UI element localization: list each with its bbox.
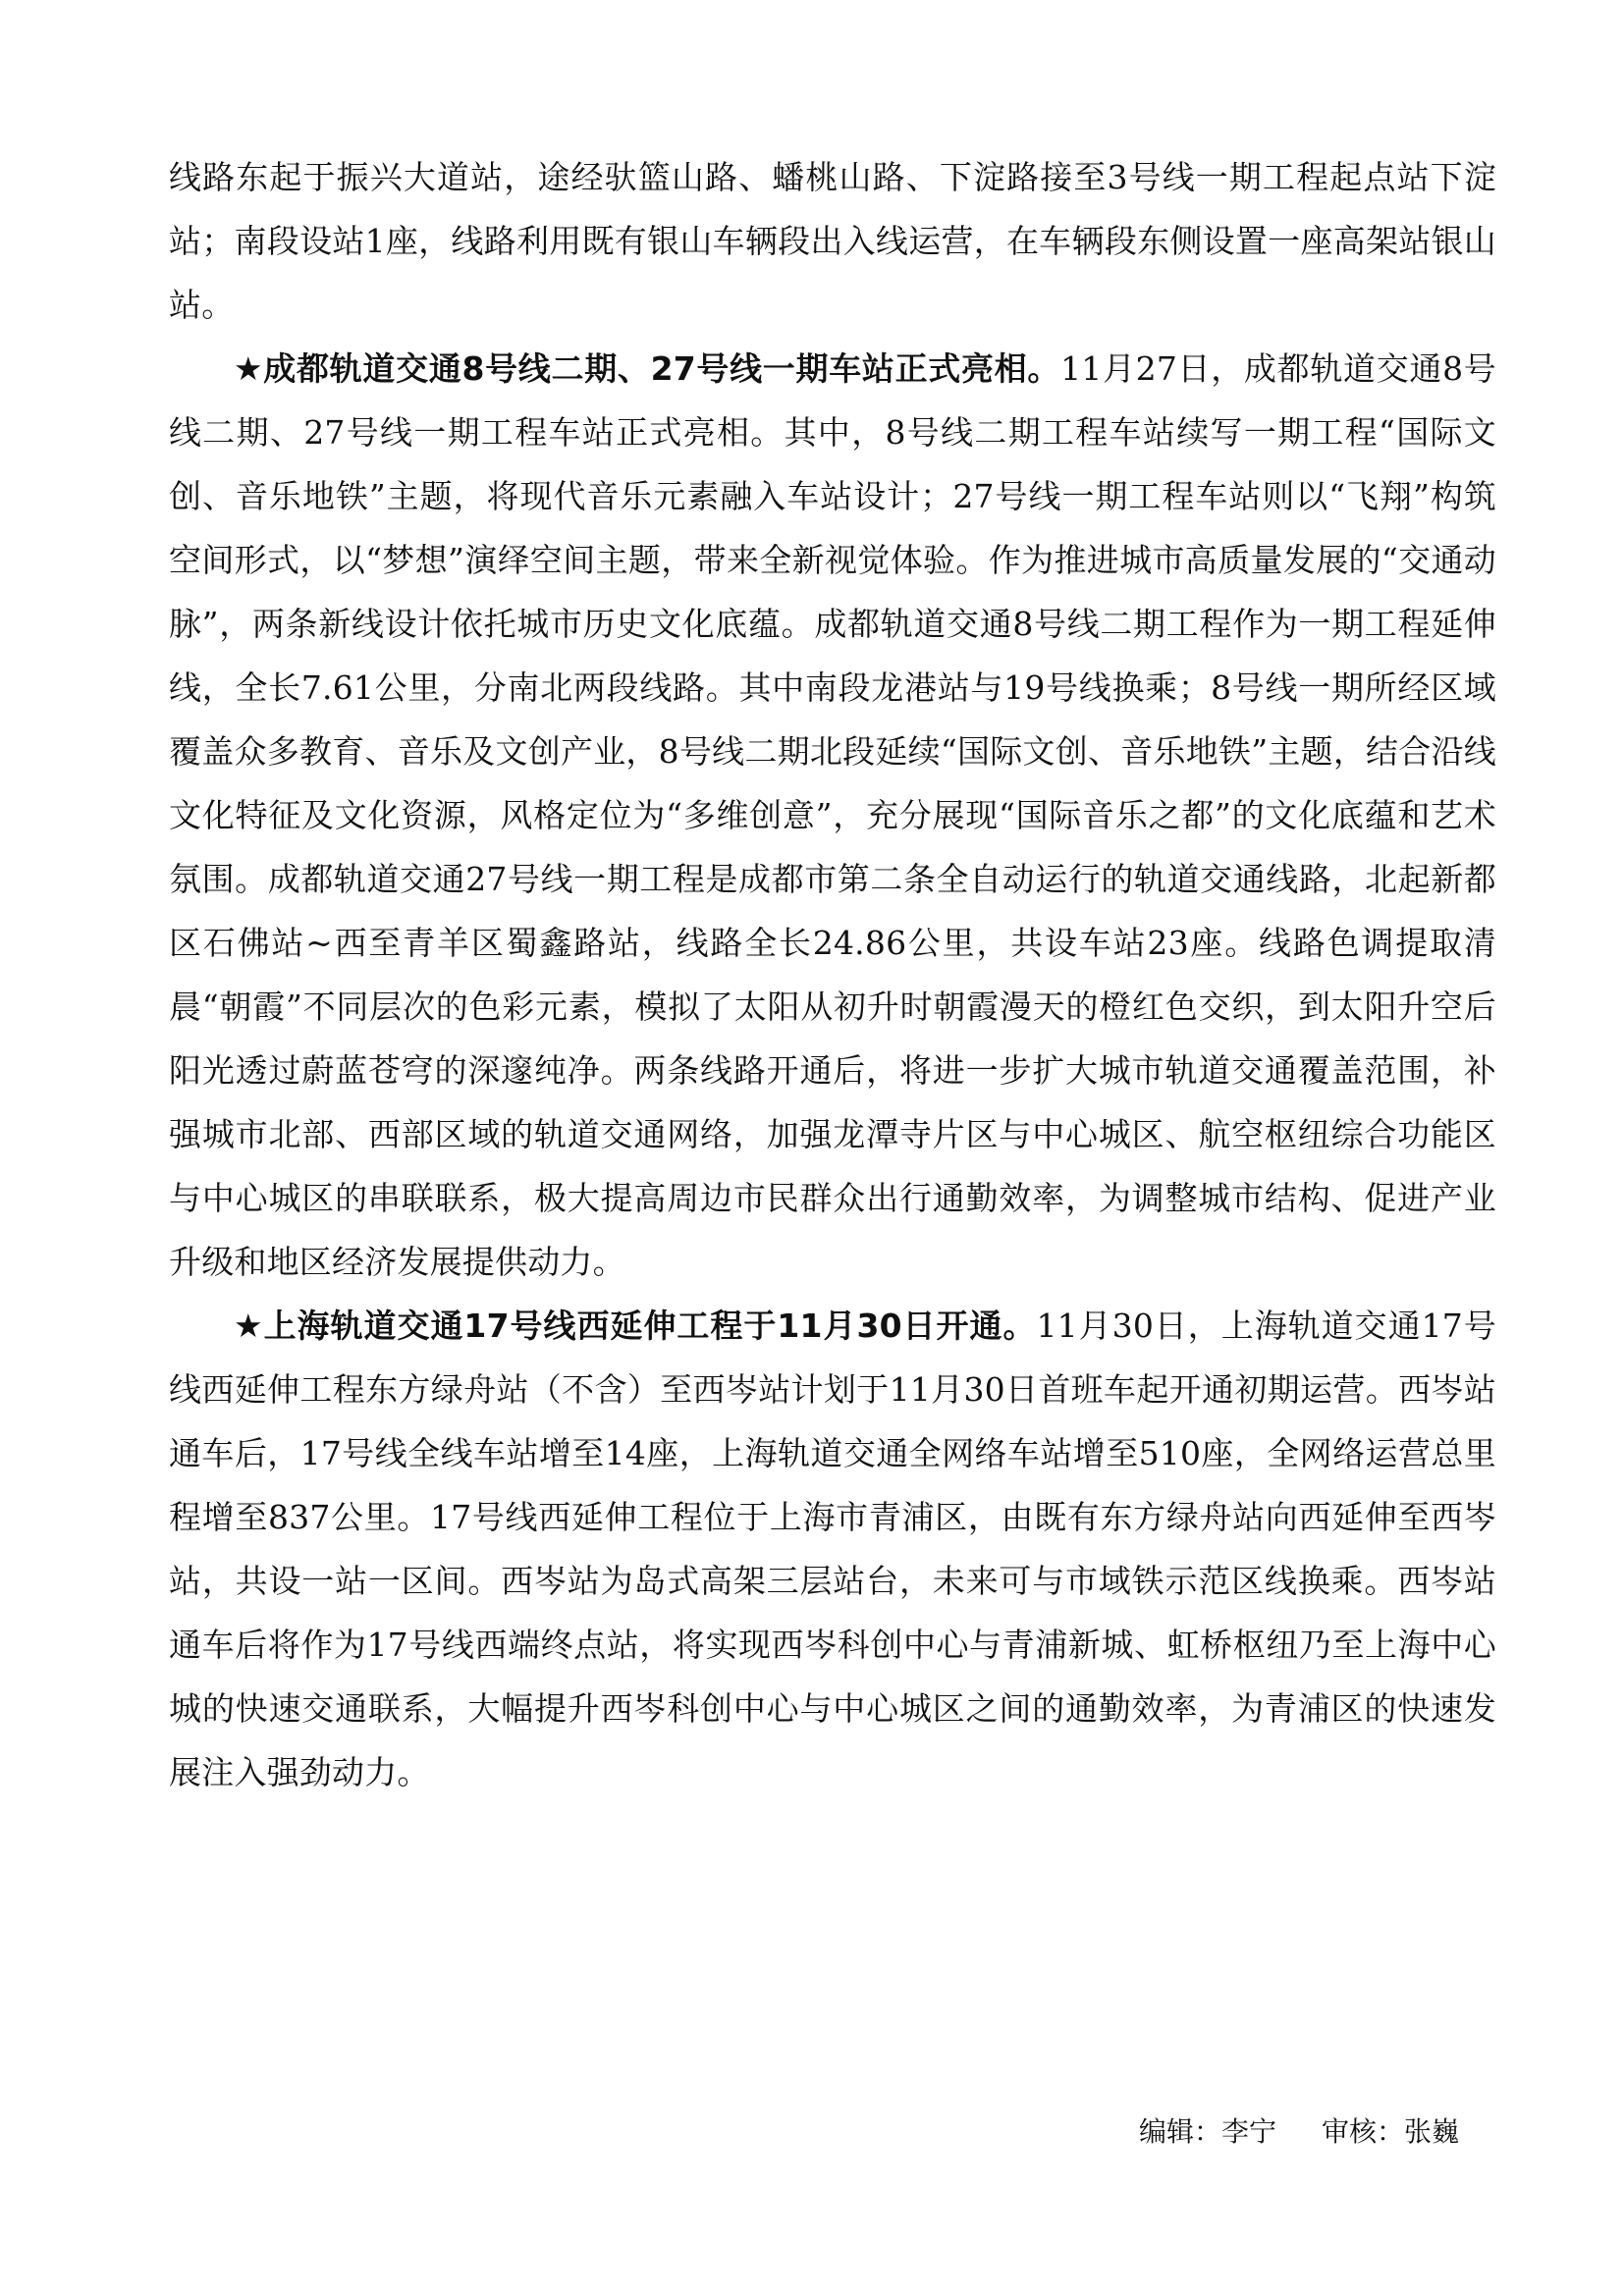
news-item-chengdu — [169, 337, 1496, 1294]
editor-label: 编辑： — [1139, 2115, 1222, 2148]
intro-paragraph: 线路东起于振兴大道站，途经驮篮山路、蟠桃山路、下淀路接至3号线一期工程起点站下淀站；南段设站1座，线路利用既有银山车辆段出入线运营，在车辆段东侧设置一座高架站银山站。 — [169, 158, 1496, 324]
page-footer — [1139, 2110, 1459, 2150]
news-body-chengdu: 11月27日，成都轨道交通8号线二期、27号线一期工程车站正式亮相。其中，8号线二期工程车站续写一期工程“国际文创、音乐地铁”主题，将现代音乐元素融入车站设计；27号线一期工程车站则以“飞翔”构筑空间形式，以“梦想”演绎空间主题，带来全新视觉体验。作为推进城市高质量发展的“交通动脉”，两条新线设计依托城市历史文化底蕴。成都轨道交通8号线二期工程作为一期工程延伸线，全长7.61公里，分南北两段线路。其中南段龙港站与19号线换乘；8号线一期所经区域覆盖众多教育、音乐及文创产业，8号线二期北段延续“国际文创、音乐地铁”主题，结合沿线文化特征及文化资源，风格定位为“多维创意”，充分展现“国际音乐之都”的文化底蕴和艺术氛围。成都轨道交通27号线一期工程是成都市第二条全自动运行的轨道交通线路，北起新都区石佛站~西至青羊区蜀鑫路站，线路全长24.86公里，共设车站23座。线路色调提取清晨“朝霞”不同层次的色彩元素，模拟了太阳从初升时朝霞漫天的橙红色交织，到太阳升空后阳光透过蔚蓝苍穹的深邃纯净。两条线路开通后，将进一步扩大城市轨道交通覆盖范围，补强城市北部、西部区域的轨道交通网络，加强龙潭寺片区与中心城区、航空枢纽综合功能区与中心城区的串联联系，极大提高周边市民群众出行通勤效率，为调整城市结构、促进产业升级和地区经济发展提供动力。 — [169, 349, 1496, 1281]
reviewer-label: 审核： — [1322, 2115, 1405, 2148]
document-page — [169, 145, 1496, 1804]
news-headline-chengdu: ★成都轨道交通8号线二期、27号线一期车站正式亮相。 — [234, 349, 1061, 388]
editor-name: 李宁 — [1221, 2115, 1277, 2148]
reviewer-name: 张巍 — [1404, 2115, 1460, 2148]
news-item-shanghai — [169, 1294, 1496, 1804]
news-body-shanghai: 11月30日，上海轨道交通17号线西延伸工程东方绿舟站（不含）至西岑站计划于11月30日首班车起开通初期运营。西岑站通车后，17号线全线车站增至14座，上海轨道交通全网络车站增至510座，全网络运营总里程增至837公里。17号线西延伸工程位于上海市青浦区，由既有东方绿舟站向西延伸至西岑站，共设一站一区间。西岑站为岛式高架三层站台，未来可与市域铁示范区线换乘。西岑站通车后将作为17号线西端终点站，将实现西岑科创中心与青浦新城、虹桥枢纽乃至上海中心城的快速交通联系，大幅提升西岑科创中心与中心城区之间的通勤效率，为青浦区的快速发展注入强劲动力。 — [169, 1307, 1496, 1791]
news-headline-shanghai: ★上海轨道交通17号线西延伸工程于11月30日开通。 — [234, 1307, 1037, 1345]
